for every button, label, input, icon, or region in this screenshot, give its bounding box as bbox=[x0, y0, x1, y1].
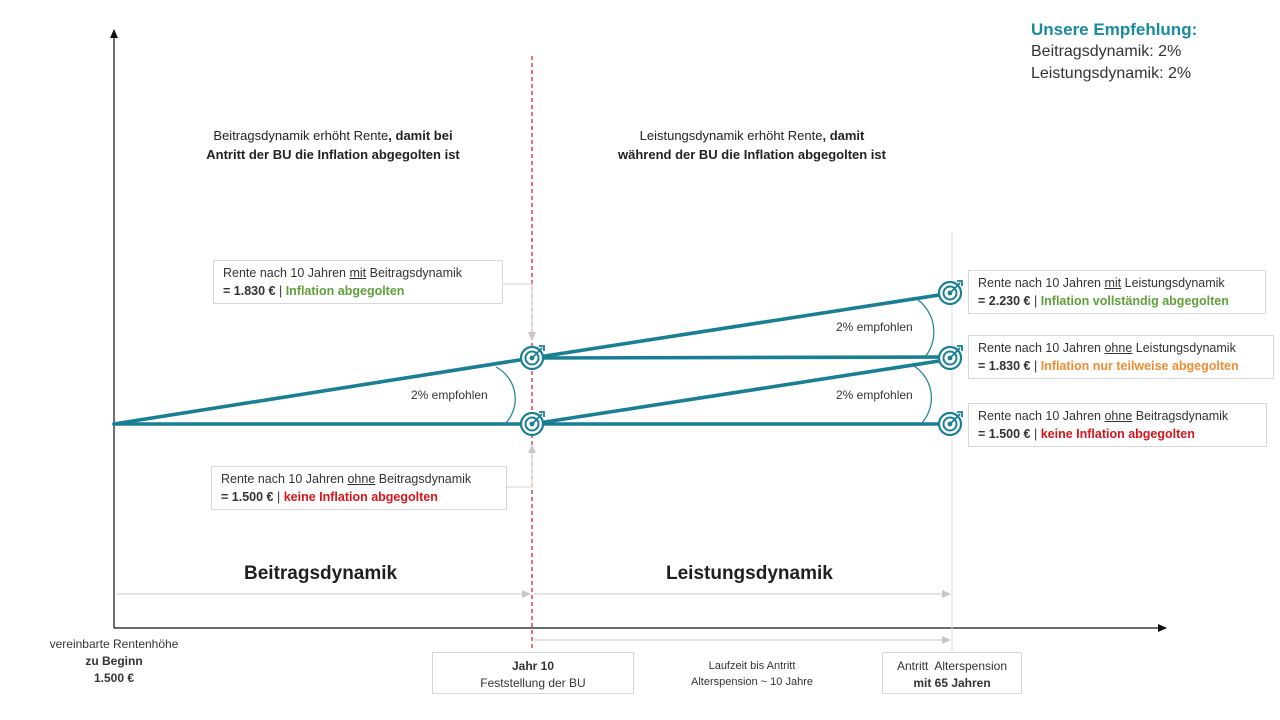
box-underline: ohne bbox=[347, 472, 376, 486]
box-status: keine Inflation abgegolten bbox=[283, 490, 438, 504]
target-icon bbox=[939, 346, 962, 369]
box-text: Rente nach 10 Jahren bbox=[221, 472, 348, 486]
box-value: = 1.500 € bbox=[978, 427, 1031, 441]
axis-duration-label bbox=[652, 658, 852, 690]
box-separator: | bbox=[273, 490, 284, 504]
axis-retirement-line-2: mit 65 Jahren bbox=[913, 676, 991, 690]
box-value: = 2.230 € bbox=[978, 294, 1031, 308]
phase-label-leistungsdynamik: Leistungsdynamik bbox=[666, 563, 833, 584]
box-status: Inflation abgegolten bbox=[285, 284, 405, 298]
explanation-left-normal: Beitragsdynamik erhöht Rente bbox=[213, 128, 389, 143]
box-underline: mit bbox=[1104, 276, 1122, 290]
rate-label-right-top: 2% empfohlen bbox=[836, 320, 913, 334]
explanation-right-normal: Leistungsdynamik erhöht Rente bbox=[639, 128, 823, 143]
axis-retirement-line-1: Antritt Alterspension bbox=[896, 659, 1008, 673]
axis-duration-line-1: Laufzeit bis Antritt bbox=[708, 660, 796, 672]
box-text: Leistungsdynamik bbox=[1121, 276, 1225, 290]
explanation-right-bold-2: während der BU die Inflation abgegolten ist bbox=[618, 147, 886, 162]
box-text: Beitragsdynamik bbox=[1132, 409, 1229, 423]
box-status: Inflation nur teilweise abgegolten bbox=[1040, 359, 1239, 373]
axis-start-line-2: zu Beginn bbox=[85, 654, 143, 668]
axis-year-10-title: Jahr 10 bbox=[511, 659, 555, 673]
connector-bottom-left bbox=[507, 445, 532, 487]
axis-start-line-1: vereinbarte Rentenhöhe bbox=[49, 637, 179, 651]
box-separator: | bbox=[1030, 294, 1041, 308]
target-icon bbox=[521, 346, 544, 369]
explanation-right-bold-1: , damit bbox=[822, 128, 865, 143]
axis-retirement-box bbox=[882, 652, 1022, 694]
target-icon bbox=[521, 412, 544, 435]
box-text: Rente nach 10 Jahren bbox=[978, 341, 1105, 355]
angle-arc-right-top bbox=[918, 300, 934, 357]
phase-label-beitragsdynamik: Beitragsdynamik bbox=[244, 563, 398, 584]
box-text: Rente nach 10 Jahren bbox=[978, 409, 1105, 423]
recommendation-block bbox=[1031, 19, 1197, 85]
box-separator: | bbox=[275, 284, 286, 298]
box-text: Beitragsdynamik bbox=[375, 472, 472, 486]
info-box-beitrag-ohne-left bbox=[211, 466, 507, 510]
target-icon bbox=[939, 412, 962, 435]
box-value: = 1.500 € bbox=[221, 490, 274, 504]
box-underline: ohne bbox=[1104, 341, 1133, 355]
angle-arc-right-bottom bbox=[914, 366, 931, 424]
explanation-right bbox=[582, 126, 922, 164]
box-status: keine Inflation abgegolten bbox=[1040, 427, 1195, 441]
recommendation-line-1: Beitragsdynamik: 2% bbox=[1031, 43, 1182, 60]
box-separator: | bbox=[1030, 359, 1041, 373]
connector-top-left bbox=[503, 284, 532, 340]
explanation-left bbox=[168, 126, 498, 164]
recommendation-heading: Unsere Empfehlung: bbox=[1031, 20, 1198, 39]
angle-arc-left bbox=[496, 367, 515, 424]
rate-label-left: 2% empfohlen bbox=[411, 388, 488, 402]
axis-start-label bbox=[36, 636, 192, 687]
box-text: Rente nach 10 Jahren bbox=[978, 276, 1105, 290]
box-text: Beitragsdynamik bbox=[366, 266, 463, 280]
box-separator: | bbox=[1030, 427, 1041, 441]
info-box-leistung-ohne bbox=[968, 335, 1274, 379]
axis-year-10-box bbox=[432, 652, 634, 694]
target-icon bbox=[939, 281, 962, 304]
info-box-beitrag-ohne-right bbox=[968, 403, 1267, 447]
rate-label-right-bottom: 2% empfohlen bbox=[836, 388, 913, 402]
axis-start-value: 1.500 € bbox=[93, 671, 135, 685]
axis-duration-line-2: Alterspension ~ 10 Jahre bbox=[691, 676, 813, 688]
explanation-left-bold-2: Antritt der BU die Inflation abgegolten ist bbox=[206, 147, 460, 162]
info-box-beitrag-mit bbox=[213, 260, 503, 304]
box-value: = 1.830 € bbox=[978, 359, 1031, 373]
recommendation-line-2: Leistungsdynamik: 2% bbox=[1031, 65, 1192, 82]
box-text: Leistungsdynamik bbox=[1132, 341, 1236, 355]
box-text: Rente nach 10 Jahren bbox=[223, 266, 350, 280]
box-status: Inflation vollständig abgegolten bbox=[1040, 294, 1229, 308]
axis-year-10-subtitle: Feststellung der BU bbox=[480, 676, 586, 690]
line-leistung-ohne bbox=[532, 357, 952, 358]
box-value: = 1.830 € bbox=[223, 284, 276, 298]
box-underline: mit bbox=[349, 266, 367, 280]
explanation-left-bold-1: , damit bei bbox=[388, 128, 453, 143]
info-box-leistung-mit bbox=[968, 270, 1266, 314]
box-underline: ohne bbox=[1104, 409, 1133, 423]
